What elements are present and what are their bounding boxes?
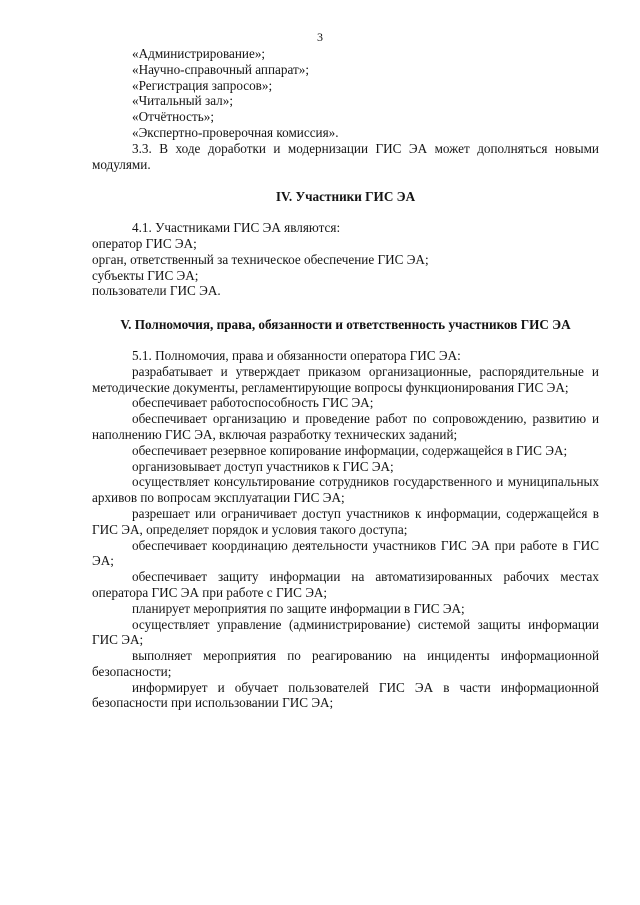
paragraph-3-3: 3.3. В ходе доработки и модернизации ГИС ЭА может дополняться новыми модулями.	[92, 140, 599, 172]
duty-item: обеспечивает резервное копирование информации, содержащейся в ГИС ЭА;	[132, 442, 568, 458]
duty-item: выполняет мероприятия по реагированию на инциденты информационной безопасности;	[92, 648, 599, 679]
module-item: «Администрирование»;	[132, 46, 266, 61]
duty-item: осуществляет управление (администрирование) системой защиты информации ГИС ЭА;	[92, 616, 599, 648]
participant-item: субъекты ГИС ЭА;	[92, 267, 199, 283]
page-number: 3	[317, 30, 323, 44]
module-item: «Экспертно-проверочная комиссия».	[132, 124, 339, 140]
duty-item: разрешает или ограничивает доступ участников к информации, содержащейся в ГИС ЭА, определяет порядок и условия такого доступа;	[92, 505, 599, 537]
section-4-heading: IV. Участники ГИС ЭА	[275, 189, 416, 205]
module-item: «Читальный зал»;	[132, 93, 233, 109]
section-5-heading: V. Полномочия, права, обязанности и ответственность участников ГИС ЭА	[120, 317, 571, 333]
duty-item: осуществляет консультирование сотрудников государственного и муниципальных архивов по вопросам эксплуатации ГИС ЭА;	[92, 474, 599, 506]
duty-item: планирует мероприятия по защите информации в ГИС ЭА;	[132, 600, 465, 616]
section-4-intro: 4.1. Участниками ГИС ЭА являются:	[132, 220, 341, 236]
section-5-body	[92, 348, 599, 711]
duty-item: обеспечивает координацию деятельности участников ГИС ЭА при работе в ГИС ЭА;	[92, 537, 599, 569]
duty-item: обеспечивает защиту информации на автоматизированных рабочих местах оператора ГИС ЭА при работе с ГИС ЭА;	[92, 569, 599, 600]
participant-item: оператор ГИС ЭА;	[92, 235, 197, 251]
module-item: «Отчётность»;	[132, 109, 214, 125]
modules-list	[92, 46, 599, 141]
duty-item: обеспечивает работоспособность ГИС ЭА;	[132, 395, 374, 411]
duty-item: обеспечивает организацию и проведение работ по сопровождению, развитию и наполнению ГИС ЭА, включая разработку технических заданий;	[92, 411, 599, 442]
module-item: «Научно-справочный аппарат»;	[132, 61, 309, 77]
section-4-body	[92, 220, 599, 299]
section-5-intro: 5.1. Полномочия, права и обязанности оператора ГИС ЭА:	[132, 347, 461, 363]
duty-item: организовывает доступ участников к ГИС ЭА;	[132, 458, 394, 474]
duty-item: разрабатывает и утверждает приказом организационные, распорядительные и методические документы, регламентирующие вопросы функционирования ГИС ЭА;	[92, 363, 599, 395]
document-body	[92, 46, 599, 711]
participant-item: орган, ответственный за техническое обеспечение ГИС ЭА;	[92, 251, 429, 267]
duty-item: информирует и обучает пользователей ГИС ЭА в части информационной безопасности при использовании ГИС ЭА;	[92, 679, 599, 711]
module-item: «Регистрация запросов»;	[132, 77, 273, 93]
participant-item: пользователи ГИС ЭА.	[92, 283, 221, 299]
